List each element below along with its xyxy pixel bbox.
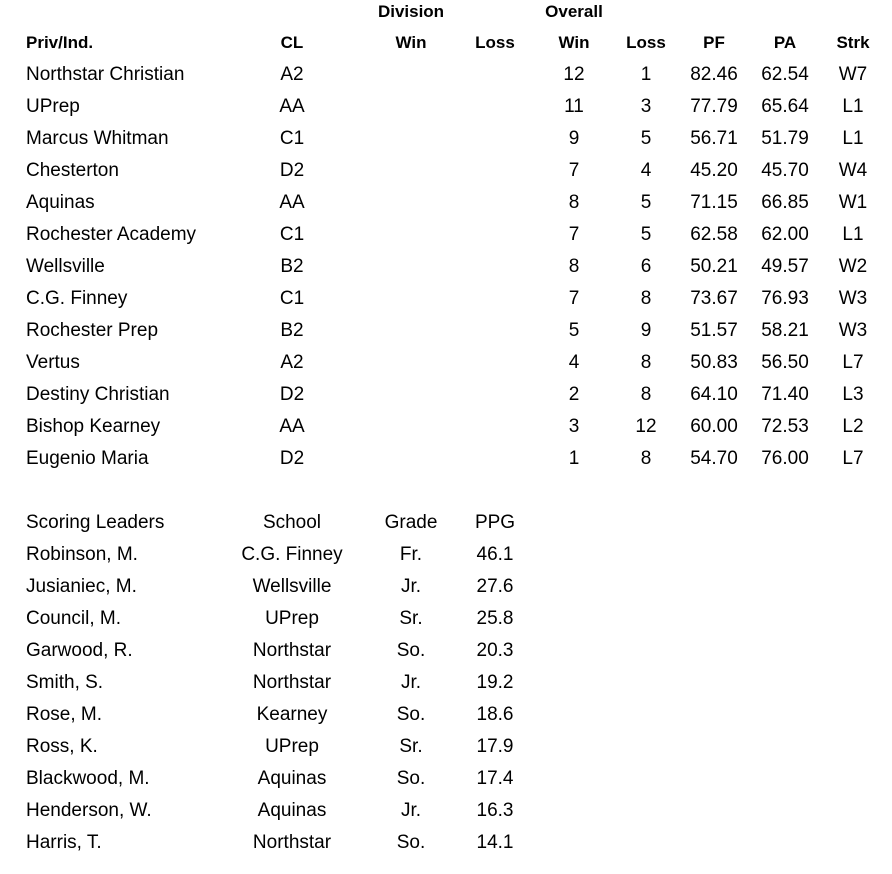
standings-cell-cl: A2: [280, 352, 304, 373]
standings-cell-cl: D2: [279, 448, 305, 469]
standings-cell-strk: L1: [842, 96, 864, 117]
standings-cell-loss: 8: [640, 384, 652, 405]
standings-cell-pf: 82.46: [690, 64, 738, 85]
standings-cell-team: Northstar Christian: [26, 64, 185, 85]
standings-cell-pa: 76.93: [761, 288, 809, 309]
standings-cell-pa: 72.53: [761, 416, 809, 437]
standings-cell-strk: L7: [842, 448, 864, 469]
standings-cell-win: 12: [563, 64, 585, 85]
leaders-cell-school: Aquinas: [257, 800, 327, 821]
standings-cell-strk: W1: [838, 192, 868, 213]
standings-cell-pf: 54.70: [690, 448, 738, 469]
standings-cell-pa: 49.57: [761, 256, 809, 277]
standings-cell-strk: L3: [842, 384, 864, 405]
standings-cell-cl: A2: [280, 64, 304, 85]
standings-cell-strk: L1: [842, 224, 864, 245]
standings-cell-strk: L2: [842, 416, 864, 437]
standings-cell-win: 8: [568, 256, 580, 277]
standings-cell-cl: D2: [279, 160, 305, 181]
leaders-cell-ppg: 25.8: [476, 608, 514, 629]
standings-cell-strk: L1: [842, 128, 864, 149]
standings-cell-win: 4: [568, 352, 580, 373]
standings-cell-team: Bishop Kearney: [26, 416, 161, 437]
standings-cell-pf: 51.57: [690, 320, 738, 341]
standings-cell-team: C.G. Finney: [26, 288, 128, 309]
standings-cell-team: Wellsville: [26, 256, 105, 277]
standings-cell-loss: 9: [640, 320, 652, 341]
column-header-pa: PA: [773, 33, 797, 52]
standings-cell-loss: 8: [640, 448, 652, 469]
standings-cell-win: 11: [564, 96, 584, 117]
standings-cell-cl: C1: [279, 288, 305, 309]
standings-cell-pf: 50.83: [690, 352, 738, 373]
standings-cell-win: 7: [568, 288, 580, 309]
standings-cell-team: Chesterton: [26, 160, 119, 181]
standings-cell-pf: 56.71: [690, 128, 738, 149]
leaders-cell-grade: So.: [396, 768, 426, 789]
column-header-win: Win: [558, 33, 590, 52]
leaders-cell-grade: So.: [396, 640, 426, 661]
leaders-cell-ppg: 46.1: [476, 544, 514, 565]
standings-cell-cl: AA: [279, 416, 305, 437]
standings-cell-loss: 5: [640, 128, 652, 149]
column-header-strk: Strk: [836, 33, 870, 52]
standings-cell-pa: 71.40: [761, 384, 809, 405]
column-header-pf: PF: [703, 33, 725, 52]
standings-cell-win: 7: [568, 160, 580, 181]
standings-cell-team: Vertus: [26, 352, 80, 373]
standings-cell-win: 5: [568, 320, 580, 341]
leaders-cell-school: Northstar: [252, 640, 332, 661]
standings-cell-pf: 71.15: [690, 192, 738, 213]
standings-cell-pa: 62.54: [761, 64, 809, 85]
standings-cell-pa: 66.85: [761, 192, 809, 213]
standings-cell-win: 2: [568, 384, 580, 405]
standings-cell-cl: C1: [279, 224, 305, 245]
standings-cell-loss: 12: [635, 416, 657, 437]
leaders-cell-grade: Jr.: [400, 672, 422, 693]
standings-cell-cl: D2: [279, 384, 305, 405]
leaders-cell-ppg: 16.3: [476, 800, 514, 821]
standings-cell-loss: 4: [640, 160, 652, 181]
standings-cell-win: 3: [568, 416, 580, 437]
overall-group-header: Overall: [545, 2, 603, 21]
standings-cell-loss: 5: [640, 192, 652, 213]
standings-cell-cl: AA: [279, 192, 305, 213]
leaders-cell-name: Henderson, W.: [26, 800, 152, 821]
standings-cell-loss: 8: [640, 352, 652, 373]
standings-cell-loss: 8: [640, 288, 652, 309]
standings-cell-pf: 45.20: [690, 160, 738, 181]
leaders-cell-name: Blackwood, M.: [26, 768, 150, 789]
standings-cell-win: 7: [568, 224, 580, 245]
standings-cell-pf: 62.58: [690, 224, 738, 245]
standings-cell-loss: 3: [640, 96, 652, 117]
leaders-cell-ppg: 14.1: [476, 832, 514, 853]
standings-cell-strk: W3: [838, 320, 868, 341]
leaders-cell-name: Rose, M.: [26, 704, 103, 725]
leaders-cell-name: Robinson, M.: [26, 544, 138, 565]
leaders-cell-school: Northstar: [252, 672, 332, 693]
standings-cell-win: 9: [568, 128, 580, 149]
standings-cell-pa: 65.64: [761, 96, 809, 117]
standings-cell-team: Rochester Academy: [26, 224, 197, 245]
standings-cell-win: 8: [568, 192, 580, 213]
standings-cell-pf: 73.67: [690, 288, 738, 309]
standings-cell-loss: 1: [640, 64, 652, 85]
column-header-cl: CL: [280, 33, 304, 52]
standings-cell-strk: W4: [838, 160, 868, 181]
standings-cell-cl: B2: [280, 256, 304, 277]
leaders-header-ppg: PPG: [474, 512, 516, 533]
division-group-header: Division: [377, 2, 445, 21]
standings-cell-pa: 76.00: [761, 448, 809, 469]
leaders-cell-grade: Fr.: [399, 544, 423, 565]
leaders-cell-name: Jusianiec, M.: [26, 576, 137, 597]
standings-cell-pa: 58.21: [761, 320, 809, 341]
standings-cell-team: Eugenio Maria: [26, 448, 149, 469]
standings-cell-pa: 56.50: [761, 352, 809, 373]
leaders-cell-name: Garwood, R.: [26, 640, 133, 661]
standings-cell-cl: AA: [279, 96, 305, 117]
leaders-cell-ppg: 19.2: [476, 672, 514, 693]
standings-cell-pf: 60.00: [690, 416, 738, 437]
leaders-cell-name: Council, M.: [26, 608, 122, 629]
standings-cell-pa: 45.70: [761, 160, 809, 181]
leaders-cell-grade: Sr.: [399, 736, 423, 757]
standings-cell-team: UPrep: [26, 96, 80, 117]
leaders-cell-name: Smith, S.: [26, 672, 104, 693]
standings-cell-cl: C1: [279, 128, 305, 149]
leaders-cell-grade: Jr.: [400, 576, 422, 597]
leaders-cell-name: Harris, T.: [26, 832, 102, 853]
leaders-cell-ppg: 17.9: [476, 736, 514, 757]
leaders-header-name: Scoring Leaders: [26, 512, 165, 533]
leaders-cell-grade: So.: [396, 832, 426, 853]
leaders-cell-school: Wellsville: [252, 576, 332, 597]
standings-cell-pa: 62.00: [761, 224, 809, 245]
leaders-cell-grade: So.: [396, 704, 426, 725]
leaders-cell-school: Northstar: [252, 832, 332, 853]
standings-cell-strk: W2: [838, 256, 868, 277]
standings-cell-team: Rochester Prep: [26, 320, 159, 341]
standings-cell-team: Destiny Christian: [26, 384, 170, 405]
column-header-team: Priv/Ind.: [26, 33, 94, 52]
leaders-cell-ppg: 18.6: [476, 704, 514, 725]
leaders-cell-name: Ross, K.: [26, 736, 98, 757]
leaders-cell-grade: Sr.: [399, 608, 423, 629]
leaders-header-grade: Grade: [384, 512, 438, 533]
standings-cell-loss: 6: [640, 256, 652, 277]
standings-cell-cl: B2: [280, 320, 304, 341]
standings-cell-strk: W7: [838, 64, 868, 85]
leaders-cell-grade: Jr.: [400, 800, 422, 821]
standings-cell-team: Aquinas: [26, 192, 95, 213]
leaders-cell-ppg: 17.4: [476, 768, 514, 789]
column-header-loss: Loss: [626, 33, 666, 52]
standings-cell-team: Marcus Whitman: [26, 128, 169, 149]
leaders-cell-school: C.G. Finney: [241, 544, 343, 565]
standings-cell-strk: L7: [842, 352, 864, 373]
leaders-header-school: School: [262, 512, 322, 533]
leaders-cell-school: Kearney: [256, 704, 328, 725]
leaders-cell-ppg: 20.3: [476, 640, 514, 661]
column-header-div_win: Win: [395, 33, 427, 52]
standings-cell-pf: 77.79: [690, 96, 738, 117]
leaders-cell-ppg: 27.6: [476, 576, 514, 597]
column-header-div_loss: Loss: [475, 33, 515, 52]
leaders-cell-school: UPrep: [265, 736, 319, 757]
leaders-cell-school: Aquinas: [257, 768, 327, 789]
leaders-cell-school: UPrep: [265, 608, 319, 629]
standings-cell-win: 1: [568, 448, 580, 469]
standings-cell-pf: 50.21: [690, 256, 738, 277]
standings-cell-loss: 5: [640, 224, 652, 245]
standings-cell-pf: 64.10: [690, 384, 738, 405]
standings-cell-pa: 51.79: [761, 128, 809, 149]
standings-cell-strk: W3: [838, 288, 868, 309]
